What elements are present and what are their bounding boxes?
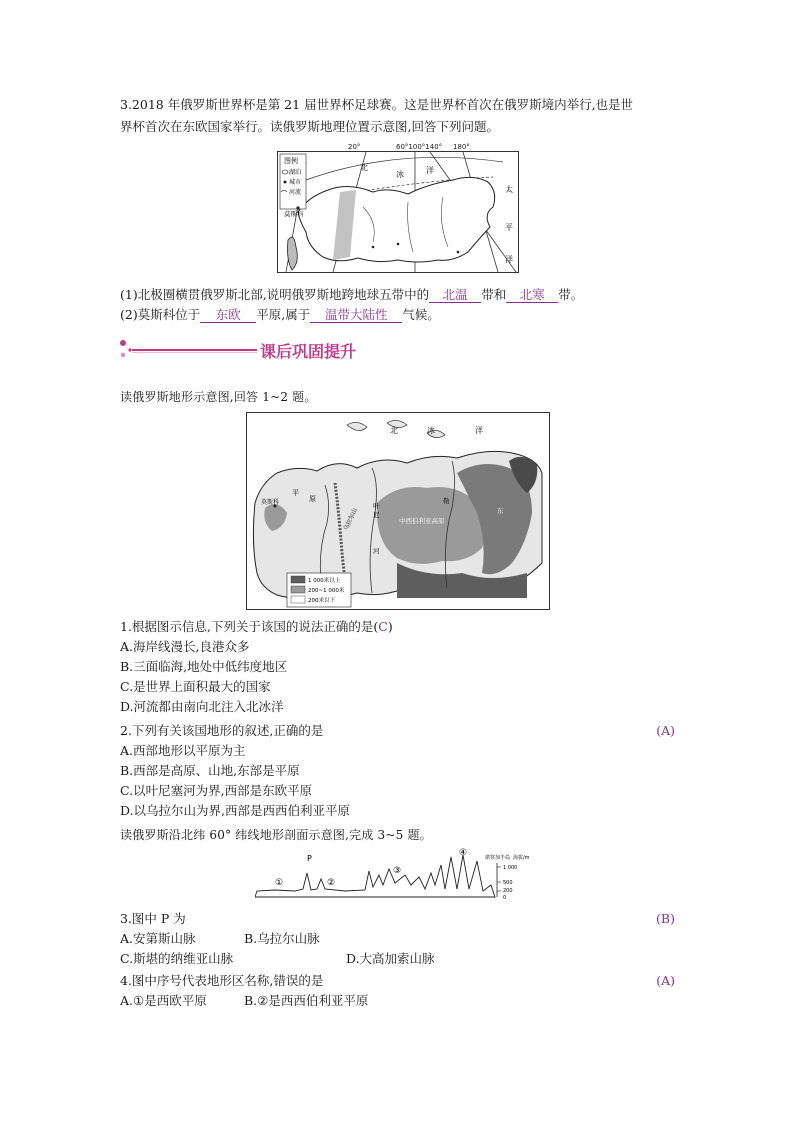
q4-stem: 4.图中序号代表地形区名称,错误的是 (A) <box>120 973 675 988</box>
legend-river: 河流 <box>289 189 302 196</box>
map2-plain2: 原 <box>309 495 316 503</box>
section-title: 课后巩固提升 <box>260 342 357 361</box>
q4-option-b: B.②是西西伯利亚平原 <box>244 993 369 1008</box>
q2-option-b: B.西部是高原、山地,东部是平原 <box>120 763 300 778</box>
profile-3: ③ <box>393 866 402 876</box>
map2-lena: 勒 <box>443 497 450 505</box>
city-icon <box>284 181 287 184</box>
intro-2: 读俄罗斯沿北纬 60° 纬线地形剖面示意图,完成 3~5 题。 <box>120 828 432 842</box>
q3-line1: 3.2018 年俄罗斯世界杯是第 21 届世界杯足球赛。这是世界杯首次在俄罗斯境内举行,也是世 <box>120 97 634 112</box>
q3b-stem: 3.图中 P 为 (B) <box>120 911 675 926</box>
profile-t200: 200 <box>503 888 513 894</box>
russia-location-map <box>277 143 519 273</box>
q3b-option-d: D.大高加索山脉 <box>346 951 435 966</box>
q3b-option-b: B.乌拉尔山脉 <box>244 931 320 946</box>
q3-sub1-answer1: 北温 <box>429 287 481 303</box>
profile-t1000: 1 000 <box>503 865 518 871</box>
profile-1: ① <box>275 878 284 888</box>
legend-high-swatch <box>291 576 305 583</box>
q3b-options-row2 <box>120 950 680 968</box>
map2-river: 河 <box>373 547 380 555</box>
q4-answer: (A) <box>656 973 675 988</box>
map2-legend2: 200~1 000米 <box>308 588 345 594</box>
q2-stem: 2.下列有关该国地形的叙述,正确的是 (A) <box>120 723 675 738</box>
q3-sub1: (1)北极圈横贯俄罗斯北部,说明俄罗斯地跨地球五带中的 北温 带和 北寒 带。 <box>120 287 584 302</box>
section-decoration-icon <box>118 337 263 363</box>
legend-title: 图例 <box>284 157 298 165</box>
lon-20-label: 20° <box>348 143 361 151</box>
legend-low-swatch <box>291 596 305 603</box>
profile-t0: 0 <box>503 895 507 901</box>
lon-60-label: 60° <box>396 143 409 151</box>
moscow-label: 莫斯科 <box>284 210 304 218</box>
q3b-options-row1 <box>120 930 680 948</box>
q3-sub2: (2)莫斯科位于 东欧 平原,属于 温带大陆性 气候。 <box>120 307 440 322</box>
q3b-answer: (B) <box>656 911 675 926</box>
q1-option-b: B.三面临海,地处中低纬度地区 <box>120 659 288 674</box>
map2-moscow: 莫斯科 <box>261 499 280 506</box>
q4-options-row1 <box>120 992 680 1010</box>
pacific-yang: 洋 <box>505 255 513 264</box>
q1-option-a: A.海岸线漫长,良港众多 <box>120 639 250 654</box>
q3-sub1-answer2: 北寒 <box>506 287 558 303</box>
lon-180-label: 180° <box>453 143 470 151</box>
map2-legend3: 200米以下 <box>308 598 335 604</box>
legend-city: 城市 <box>289 179 302 186</box>
russia-terrain-map <box>246 412 550 610</box>
map2-yenisei1: 叶 <box>373 502 380 510</box>
pacific-tai: 太 <box>505 185 513 194</box>
q1-stem: 1.根据图示信息,下列关于该国的说法正确的是(C) <box>120 619 393 634</box>
q3-sub2-answer1: 东欧 <box>200 307 256 323</box>
q3-sub2-answer2: 温带大陆性 <box>310 307 402 323</box>
ocean-yang: 洋 <box>426 166 434 175</box>
map2-ocean-bing: 冰 <box>427 426 435 435</box>
terrain-profile <box>255 845 555 907</box>
map2-legend1: 1 000米以上 <box>308 578 341 584</box>
map2-yenisei2: 尼 <box>373 511 380 519</box>
q2-answer: (A) <box>656 723 675 738</box>
map2-plateau: 中西伯利亚高原 <box>399 517 445 525</box>
ocean-bei: 北 <box>360 163 368 172</box>
profile-p: P <box>307 854 312 863</box>
profile-altitude: 海拔/m <box>513 855 530 861</box>
profile-kamchatka: 堪察加半岛 <box>485 855 511 861</box>
map2-east: 东 <box>497 507 504 515</box>
q1-option-c: C.是世界上面积最大的国家 <box>120 679 271 694</box>
q1-answer: C <box>378 619 388 634</box>
q2-option-c: C.以叶尼塞河为界,西部是东欧平原 <box>120 783 313 798</box>
legend-mid-swatch <box>291 586 305 593</box>
map2-ocean-bei: 北 <box>390 426 398 435</box>
q1-option-d: D.河流都由南向北注入北冰洋 <box>120 699 284 714</box>
profile-2: ② <box>327 878 336 888</box>
pacific-ping: 平 <box>505 223 513 232</box>
map2-plain: 平 <box>292 489 299 497</box>
profile-4: ④ <box>459 848 468 858</box>
q2-option-d: D.以乌拉尔山为界,西部是西西伯利亚平原 <box>120 803 351 818</box>
q2-option-a: A.西部地形以平原为主 <box>120 743 246 758</box>
lon-140-label: 140° <box>425 143 443 151</box>
map2-ocean-yang: 洋 <box>475 426 483 435</box>
section-header <box>118 337 418 363</box>
q4-option-a: A.①是西欧平原 <box>120 993 207 1008</box>
q3-line2: 界杯首次在东欧国家举行。读俄罗斯地理位置示意图,回答下列问题。 <box>120 119 499 134</box>
intro-1: 读俄罗斯地形示意图,回答 1~2 题。 <box>120 390 317 404</box>
q3b-option-a: A.安第斯山脉 <box>120 931 196 946</box>
legend-lake: 湖泊 <box>289 169 302 176</box>
profile-t500: 500 <box>503 880 513 886</box>
ocean-bing: 冰 <box>396 170 404 179</box>
q3b-option-c: C.斯堪的纳维亚山脉 <box>120 951 234 966</box>
lon-100-label: 100° <box>408 143 426 151</box>
map2-ural: 乌拉尔山 <box>342 507 359 532</box>
